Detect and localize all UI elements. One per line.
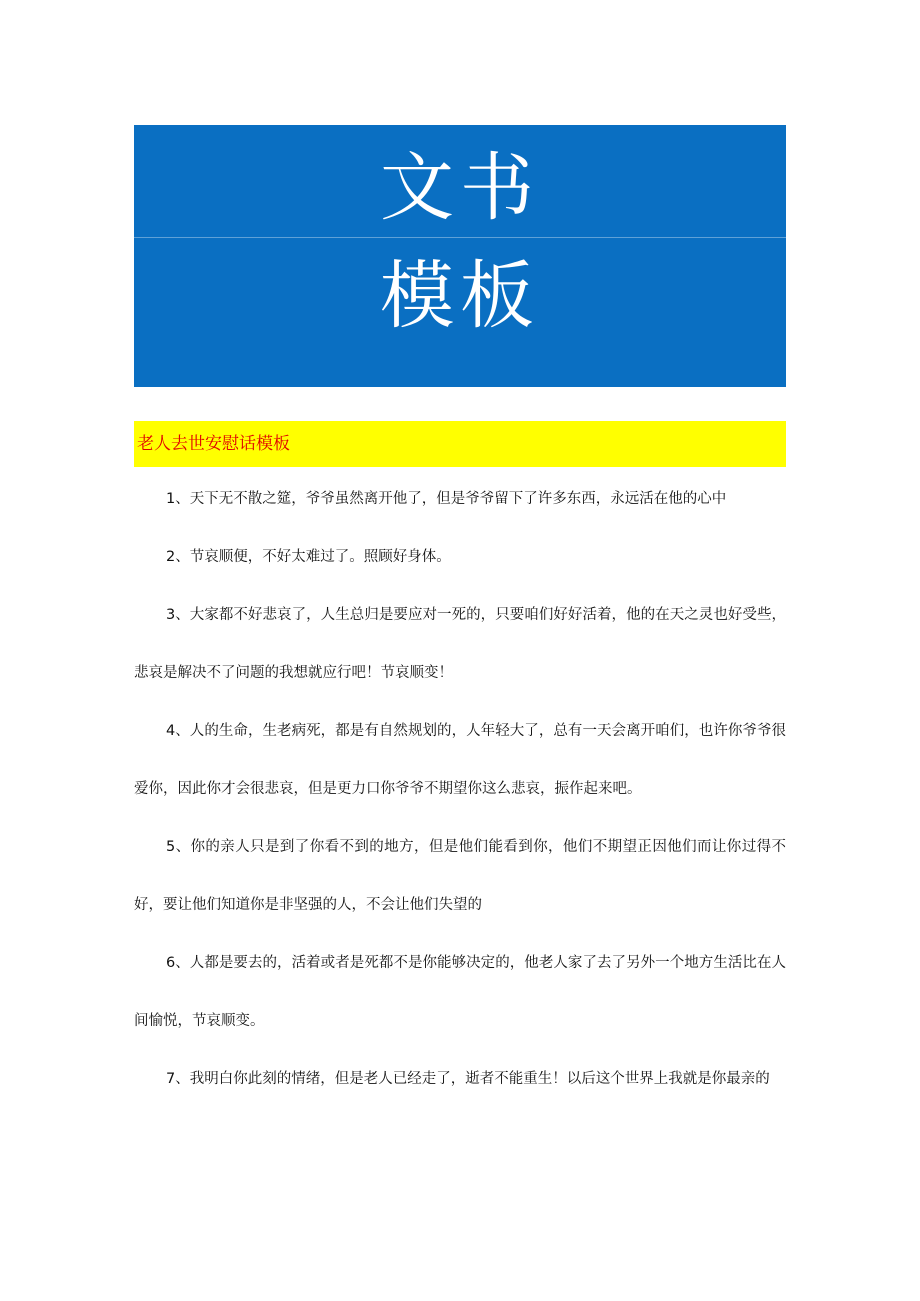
- list-item: 7、我明白你此刻的情绪，但是老人已经走了，逝者不能重生！以后这个世界上我就是你最亲的: [166, 1071, 770, 1087]
- cover-banner: [134, 125, 786, 387]
- list-item: 5、你的亲人只是到了你看不到的地方，但是他们能看到你，他们不期望正因他们而让你过得不好，要让他们知道你是非坚强的人，不会让他们失望的: [134, 839, 786, 913]
- cover-divider: [134, 237, 786, 238]
- list-item: 2、节哀顺便，不好太难过了。照顾好身体。: [166, 549, 451, 565]
- list-item: 3、大家都不好悲哀了，人生总归是要应对一死的，只要咱们好好活着，他的在天之灵也好受些，悲哀是解决不了问题的我想就应行吧！节哀顺变！: [134, 607, 786, 681]
- list-item: 6、人都是要去的，活着或者是死都不是你能够决定的，他老人家了去了另外一个地方生活比在人间愉悦，节哀顺变。: [134, 955, 786, 1029]
- section-title: 老人去世安慰话模板: [134, 421, 786, 467]
- item-list: [134, 470, 786, 1108]
- cover-title-line-2: 模板: [380, 253, 540, 339]
- cover-title-line-1: 文书: [380, 145, 540, 231]
- list-item: 4、人的生命，生老病死，都是有自然规划的，人年轻大了，总有一天会离开咱们，也许你爷爷很爱你，因此你才会很悲哀，但是更力口你爷爷不期望你这么悲哀，振作起来吧。: [134, 723, 786, 797]
- list-item: 1、天下无不散之筵，爷爷虽然离开他了，但是爷爷留下了许多东西，永远活在他的心中: [166, 491, 727, 507]
